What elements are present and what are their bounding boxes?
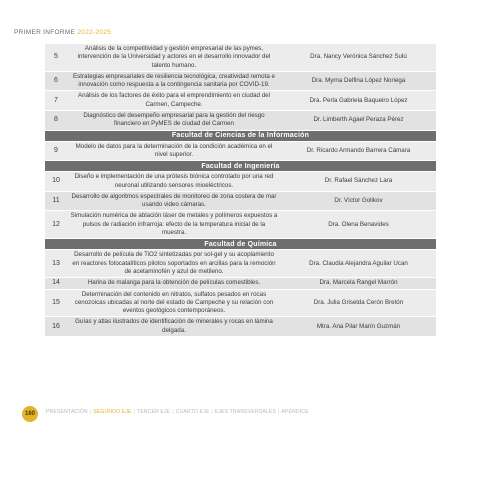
- project-title: Desarrollo de algoritmos espectrales de monitoreo de zona costera de mar usando video cámaras.: [67, 191, 281, 211]
- nav-separator: |: [277, 409, 280, 415]
- researcher-name: Dra. Julia Griselda Cerón Bretón: [281, 289, 436, 317]
- nav-tab[interactable]: SEGUNDO EJE: [93, 409, 132, 415]
- projects-table: [45, 43, 436, 336]
- table-row: [45, 111, 436, 131]
- row-number: 6: [45, 71, 67, 91]
- project-title: Determinación del contenido en nitratos, sulfatos pesados en rocas cenozoicas ubicadas al norte del estado de Campeche y su relación con eventos geológicos contemporáneos.: [67, 289, 281, 317]
- row-number: 8: [45, 111, 67, 131]
- row-number: 9: [45, 141, 67, 161]
- nav-separator: |: [211, 409, 213, 415]
- table-row: [45, 211, 436, 239]
- project-title: Diagnóstico del desempeño empresarial para la gestión del riesgo financiero en PyMES de ciudad del Carmen: [67, 111, 281, 131]
- row-number: 12: [45, 211, 67, 239]
- page-header: [14, 29, 111, 36]
- researcher-name: Dra. Marcela Rangel Marrón: [281, 278, 436, 289]
- table-row: [45, 71, 436, 91]
- table-row: [45, 44, 436, 72]
- table-row: [45, 289, 436, 317]
- section-header-row: [45, 130, 436, 141]
- researcher-name: Dr. Víctor Golikov: [281, 191, 436, 211]
- row-number: 16: [45, 317, 67, 336]
- row-number: 10: [45, 172, 67, 192]
- researcher-name: Dr. Rafael Sánchez Lara: [281, 172, 436, 192]
- researcher-name: Dra. Olena Benavides: [281, 211, 436, 239]
- page-number-badge: 160: [22, 406, 38, 422]
- project-title: Análisis de la competitividad y gestión empresarial de las pymes, intervención de la Universidad y actores en el desarrollo innovador del talento humano.: [67, 44, 281, 72]
- row-number: 15: [45, 289, 67, 317]
- table-row: [45, 172, 436, 192]
- researcher-name: Dr. Limberth Agael Peraza Pérez: [281, 111, 436, 131]
- nav-separator: |: [172, 409, 174, 415]
- project-title: Guías y atlas ilustrados de identificación de minerales y rocas en lámina delgada.: [67, 317, 281, 336]
- nav-tab[interactable]: EJES TRANSVERSALES: [214, 409, 276, 415]
- project-title: Simulación numérica de ablación láser de metales y polímeros expuestos a pulsos de radiación infrarroja: efecto de la temperatura inicial de la muestra.: [67, 211, 281, 239]
- project-title: Diseño e implementación de una prótesis biónica controlado por una red neuronal utilizando sensores mioeléctricos.: [67, 172, 281, 192]
- nav-tab[interactable]: APÉNDICE: [281, 409, 309, 415]
- section-title: Facultad de Química: [45, 239, 436, 250]
- table-row: [45, 278, 436, 289]
- researcher-name: Dra. Myrna Delfina López Noriega: [281, 71, 436, 91]
- researcher-name: Mtra. Ana Pilar Marín Guzmán: [281, 317, 436, 336]
- researcher-name: Dr. Ricardo Armando Barrera Cámara: [281, 141, 436, 161]
- nav-tab[interactable]: TERCER EJE: [136, 409, 171, 415]
- section-header-row: [45, 161, 436, 172]
- section-header-row: [45, 239, 436, 250]
- row-number: 13: [45, 250, 67, 278]
- header-label: PRIMER INFORME: [14, 29, 76, 36]
- table-row: [45, 317, 436, 336]
- researcher-name: Dra. Perla Gabriela Baqueiro López: [281, 91, 436, 111]
- project-title: Harina de malanga para la obtención de películas comestibles.: [67, 278, 281, 289]
- table-row: [45, 191, 436, 211]
- nav-separator: |: [133, 409, 135, 415]
- researcher-name: Dra. Claudia Alejandra Aguilar Ucan: [281, 250, 436, 278]
- table-row: [45, 91, 436, 111]
- project-title: Estrategias empresariales de resiliencia tecnológica, creatividad remota e innovación como respuesta a la contingencia sanitaria por COVID-19.: [67, 71, 281, 91]
- page-footer: [0, 404, 480, 424]
- row-number: 5: [45, 44, 67, 72]
- row-number: 11: [45, 191, 67, 211]
- header-years: 2022-2025: [77, 29, 112, 36]
- section-title: Facultad de Ciencias de la Información: [45, 130, 436, 141]
- table-row: [45, 250, 436, 278]
- nav-separator: |: [89, 409, 92, 415]
- project-title: Análisis de los factores de éxito para el emprendimiento en ciudad del Carmen, Campeche.: [67, 91, 281, 111]
- project-title: Desarrollo de película de TiO2 sintetizadas por sol-gel y su acoplamiento en reactores fotocatalíticos pilotos soportados en arcillas para la remoción de acetaminofén y azul de metileno.: [67, 250, 281, 278]
- row-number: 7: [45, 91, 67, 111]
- section-title: Facultad de Ingeniería: [45, 161, 436, 172]
- section-nav: [45, 409, 310, 415]
- table-row: [45, 141, 436, 161]
- researcher-name: Dra. Nancy Verónica Sánchez Sulú: [281, 44, 436, 72]
- project-title: Modelo de datos para la determinación de la condición académica en el nivel superior.: [67, 141, 281, 161]
- row-number: 14: [45, 278, 67, 289]
- nav-tab[interactable]: CUARTO EJE: [175, 409, 210, 415]
- nav-tab[interactable]: PRESENTACIÓN: [46, 409, 88, 415]
